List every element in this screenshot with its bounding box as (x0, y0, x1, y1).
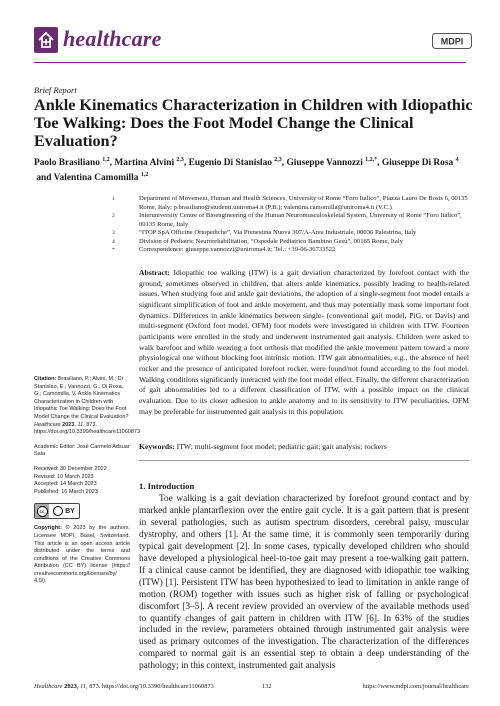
header-rule (34, 62, 466, 63)
affiliation-number: * (112, 247, 115, 253)
author-separator: , (377, 158, 382, 169)
affiliations (112, 195, 470, 255)
journal-url[interactable]: https://www.mdpi.com/journal/healthcare (362, 683, 469, 690)
author-affiliation-marker: 1,2,* (365, 157, 378, 163)
footer-journal: Healthcare (34, 683, 63, 690)
article-title: Ankle Kinematics Characterization in Children with Idiopathic Toe Walking: Does the Foot Model Change the Clinical Evaluation? (34, 96, 473, 150)
author-affiliation-marker: 2,3 (274, 157, 282, 163)
affiliation-item (112, 195, 470, 212)
editor-name: José Carmelo Adsuar Sala (34, 443, 130, 458)
author-affiliation-marker: 4 (455, 157, 459, 163)
citation-volume: 11 (77, 421, 84, 428)
affiliation-item (112, 229, 470, 238)
journal-name: healthcare (63, 26, 162, 51)
page-number: 132 (262, 683, 272, 690)
author-separator: and (34, 172, 54, 183)
author-name: Eugenio Di Stanislao (188, 158, 272, 169)
editor-label: Academic Editor: (34, 443, 76, 450)
cc-license-badge[interactable] (34, 503, 80, 519)
citation-year: 2023 (62, 421, 75, 428)
article-sidebar (34, 376, 141, 586)
affiliation-text: “ITOP SpA Officine Ortopediche”, Via Prenestina Nuova 307/A-Area Industriale, 00036 Palestrina, Italy (139, 229, 417, 236)
affiliation-number: 1 (112, 196, 115, 202)
keywords-label: Keywords: (139, 442, 175, 451)
abstract-text: Idiopathic toe walking (ITW) is a gait deviation characterized by forefoot contact with the ground, sometimes observed in children, that alters ankle kinematics, possibly leading to health-related issues. When studying foot and ankle gait deviations, the adoption of a single-segment foot model entails a significant simplification of foot and ankle movement, and thus may potentially mask some important foot dynamics. Differences in ankle kinematics between single- (conventional gait model, PiG, or Davis) and multi-segment (Oxford foot model, OFM) foot models were investigated in children with ITW. Fourteen participants were enrolled in the study and underwent instrumented gait analysis. Children were asked to walk barefoot and while wearing a foot orthosis that modified the ankle movement pattern toward a more physiological one without blocking foot intrinsic motion. ITW gait abnormalities, e.g., the absence of heel rocker and the presence of anticipated forefoot rocker, were found/not found according to the foot model. Walking conditions significantly interacted with the foot model effect. Finally, the different characterization of gait abnormalities led to a different classification of ITW, with a possible impact on the clinical evaluation. Due to its closer adhesion to ankle anatomy and to its sensitivity to ITW peculiarities, OFM may be preferable for instrumented gait analysis in this population. (139, 268, 469, 416)
author-list (34, 155, 474, 184)
author-separator: , (183, 158, 189, 169)
introduction-text: Toe walking is a gait deviation characterized by forefoot ground contact and by marked ankle plantarflexion over the entire gait cycle. It is a gait pattern that is present in several pathologies, such as autism spectrum disorders, cerebral palsy, muscular dystrophy, and others [1]. At the same time, it is commonly seen temporarily during typical gait development [2]. In some cases, typically developed children who should have developed a physiological heel-to-toe gait may present a toe-walking gait pattern. If a clinical cause cannot be identified, they are diagnosed with idiopathic toe walking (ITW) [1]. Persistent ITW has been hypothesized to lead to limitation in ankle range of motion (ROM) together with issues such as higher risk of falling or psychological discomfort [3–5]. A recent review provided an overview of the available methods used to quantify changes of gait pattern in children with ITW [6]. In 63% of the studies included in the review, parameters obtained through instrumented gait analysis were used as primary outcomes of the investigation. The characterization of the differences compared to normal gait is an essential step to obtain a deep understanding of the pathology; in this context, instrumented gait analysis (139, 494, 469, 672)
keywords-divider (139, 460, 469, 461)
affiliation-text: Interuniversity Centre of Bioengineering of the Human Neuromusculoskeletal System, University of Rome “Foro Italico”, 00135 Rome, Italy (139, 212, 462, 228)
citation-journal: Healthcare (34, 421, 61, 428)
dates-block (34, 466, 130, 496)
received-date: Received: 30 December 2022 (34, 465, 107, 472)
affiliation-item (112, 238, 470, 247)
copyright-label: Copyright: (34, 525, 62, 532)
author-affiliation-marker: 1,2 (102, 157, 110, 163)
affiliation-item (112, 212, 470, 229)
published-date: Published: 16 March 2023 (34, 488, 98, 495)
affiliation-text: Division of Pediatric Neurorehabilitation, “Ospedale Pediatrico Bambino Gesù”, 00165 Rome, Italy (139, 237, 403, 245)
citation-doi[interactable]: , 873. https://doi.org/10.3390/healthcare11060873 (34, 421, 141, 436)
footer-doi[interactable]: , 873. https://doi.org/10.3390/healthcare11060873 (86, 683, 214, 690)
mdpi-logo-icon (432, 33, 472, 49)
author-separator: , (109, 158, 115, 169)
citation-text: Brasiliano, P.; Alvini, M.; Di Stanislao, E.; Vannozzi, G.; Di Rosa, G.; Camomilla, V. Ankle Kinematics Characterization in Children with Idiopathic Toe Walking: Does the Foot Model Change the Clinical Evaluation? (34, 376, 129, 420)
copyright-text: © 2023 by the authors. Licensee MDPI, Basel, Switzerland. This article is an open access article distributed under the terms and conditions of the Creative Commons Attribution (CC BY) license (https:// creativecommons.org/licenses/by/ 4.0/). (34, 525, 130, 585)
affiliation-number: 3 (112, 230, 115, 236)
affiliation-item (112, 246, 470, 255)
affiliation-number: 4 (112, 238, 115, 245)
citation-label: Citation: (34, 376, 57, 382)
journal-logo-icon (34, 27, 58, 53)
person-icon (53, 506, 63, 516)
author-separator: , (281, 158, 287, 169)
cc-by-area (49, 506, 79, 516)
author-name: Valentina Camomilla (53, 172, 139, 183)
author-name: Giuseppe Di Rosa (381, 158, 454, 169)
footer-year: 2023 (64, 683, 77, 690)
cc-by-label: BY (65, 507, 75, 515)
affiliation-number: 2 (112, 213, 115, 219)
abstract-label: Abstract: (139, 268, 170, 277)
mdpi-logo-text: MDPI (440, 36, 464, 47)
section-heading: 1. Introduction (139, 481, 195, 491)
citation-block: Citation: Brasiliano, P.; Alvini, M.; Di Stanislao, E.; Vannozzi, G.; Di Rosa, G.; Camomilla, V. Ankle Kinematics Characterization in Children with Idiopathic Toe Walking: Does the Foot Model Change the Clinical Evaluation? Healthcare 2023, 11, 873. https://doi.org/10.3390/healthcare11060873 (34, 376, 141, 436)
author-name: Paolo Brasiliano (34, 158, 100, 169)
affiliation-text: Department of Movement, Human and Health Sciences, University of Rome “Foro Italico”, Piazza Lauro De Bosis 6, 00135 Rome, Italy; p.brasiliano@studenti.uniroma4.it (P.B.); valentina.camomilla@uniroma4.it (V.C.) (139, 195, 468, 211)
author-affiliation-marker: 1,2 (140, 171, 149, 178)
cc-icon (35, 504, 49, 518)
author-name: Martina Alvini (114, 158, 175, 169)
editor-block (34, 444, 130, 459)
keywords-text: ITW; multi-segment foot model; pediatric gait; gait analysis; rockers (176, 442, 387, 451)
copyright-block (34, 525, 130, 586)
cc-circle-icon: cc (37, 506, 48, 517)
article-type: Brief Report (34, 85, 77, 95)
abstract (139, 268, 469, 417)
footer-citation: Healthcare 2023, 11, 873. https://doi.org/10.3390/healthcare11060873 (34, 683, 214, 690)
footer-volume: 11 (80, 683, 87, 690)
keywords (139, 442, 469, 452)
author-name: Giuseppe Vannozzi (286, 158, 363, 169)
affiliation-text: Correspondence: giuseppe.vannozzi@uniroma4.it; Tel.: +39-06-36733522 (139, 246, 336, 253)
revised-date: Revised: 10 March 2023 (34, 473, 94, 480)
accepted-date: Accepted: 14 March 2023 (34, 481, 97, 488)
author-affiliation-marker: 2,3 (176, 157, 184, 163)
